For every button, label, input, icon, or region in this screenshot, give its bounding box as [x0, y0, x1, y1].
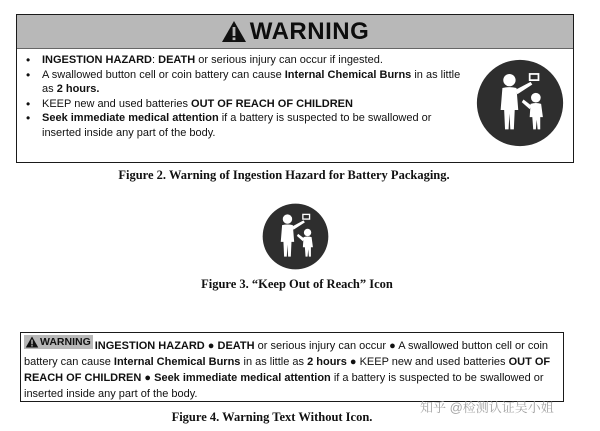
- warning-text-body: [24, 340, 550, 400]
- warning-text-box: [20, 332, 564, 402]
- bullet-text-segment: KEEP new and used batteries: [42, 97, 192, 110]
- warning-title: WARNING: [249, 17, 370, 45]
- bullet-text-segment: or serious injury can occur if ingested.: [195, 54, 383, 66]
- bullet-text-segment: DEATH: [158, 54, 196, 66]
- warning-text-segment: ●: [389, 340, 396, 352]
- figure4-caption: Figure 4. Warning Text Without Icon.: [171, 410, 373, 424]
- figure2-caption: Figure 2. Warning of Ingestion Hazard for Battery Packaging.: [118, 168, 450, 182]
- warning-text-segment: if a battery is suspected to be swallowed or inserted inside any part of the body.: [24, 372, 544, 400]
- warning-text-segment: Seek immediate medical attention: [154, 372, 331, 384]
- warning-text-segment: A swallowed button cell or coin battery can cause: [24, 340, 549, 368]
- warning-triangle-icon: [25, 336, 39, 348]
- keep-out-of-reach-icon: [476, 59, 564, 147]
- watermark: 知乎 @检测认证吴小姐: [420, 400, 554, 415]
- warning-bullet-item: [25, 68, 465, 97]
- warning-text-segment: in as little as: [240, 356, 308, 368]
- warning-text-segment: or serious injury can occur: [254, 340, 390, 352]
- bullet-text-segment: INGESTION HAZARD: [42, 54, 152, 66]
- bullet-text-segment: A swallowed button cell or coin battery can cause: [42, 68, 285, 81]
- warning-text-segment: OUT OF REACH OF CHILDREN: [24, 356, 551, 384]
- warning-badge: [24, 335, 93, 349]
- warning-label-box: [16, 14, 574, 163]
- warning-text-segment: ●: [141, 372, 155, 384]
- bullet-text-segment: :: [152, 54, 159, 66]
- warning-triangle-icon: [221, 20, 247, 43]
- bullet-text-segment: 2 hours.: [56, 83, 100, 96]
- bullet-text-segment: OUT OF REACH OF CHILDREN: [191, 97, 353, 110]
- bullet-text-segment: in as little as: [42, 68, 461, 96]
- warning-header: [17, 15, 573, 49]
- warning-text-segment: ●: [204, 340, 218, 352]
- warning-text-segment: DEATH: [217, 340, 255, 352]
- bullet-text-segment: Seek immediate medical attention: [42, 112, 219, 125]
- warning-bullet-list: [25, 53, 465, 141]
- bullet-text-segment: Internal Chemical Burns: [284, 68, 412, 81]
- keep-out-of-reach-icon: [262, 203, 329, 270]
- figure3-caption: Figure 3. “Keep Out of Reach” Icon: [201, 277, 393, 291]
- warning-text-segment: 2 hours: [307, 356, 347, 368]
- warning-text-segment: Internal Chemical Burns: [113, 356, 241, 368]
- warning-badge-label: WARNING: [40, 336, 91, 348]
- bullet-text-segment: if a battery is suspected to be swallowed or inserted inside any part of the body.: [42, 112, 432, 139]
- warning-bullet-item: [25, 97, 465, 112]
- warning-text-segment: INGESTION HAZARD: [94, 340, 205, 352]
- warning-text-segment: ● KEEP new and used batteries: [346, 356, 509, 368]
- warning-bullet-item: [25, 111, 465, 140]
- warning-bullet-item: [25, 53, 465, 68]
